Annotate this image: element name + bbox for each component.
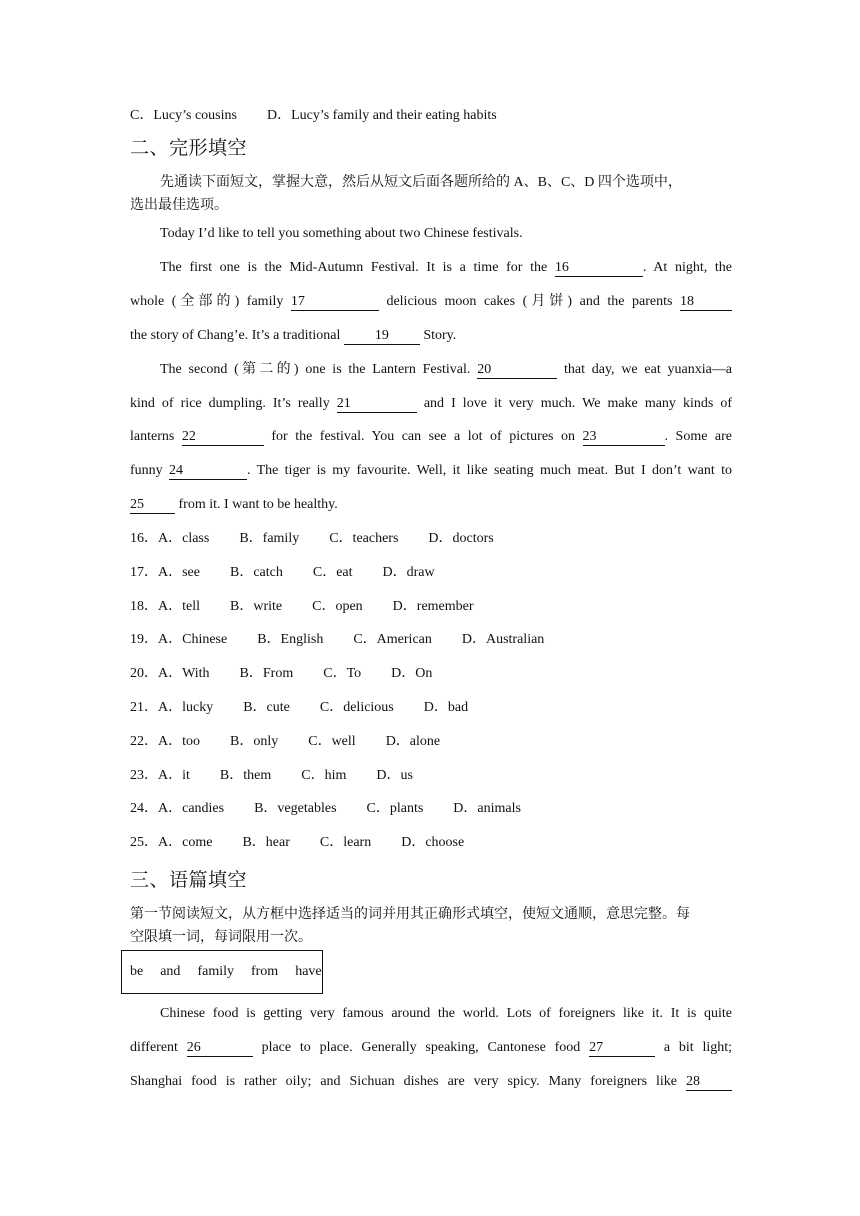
option-b[interactable]: B．family bbox=[239, 531, 300, 546]
option-b[interactable]: B．cute bbox=[243, 700, 290, 715]
option-b[interactable]: B．only bbox=[230, 733, 279, 749]
option-d[interactable]: D．alone bbox=[385, 733, 441, 749]
question-number: 16． bbox=[130, 531, 158, 546]
paragraph-line: kind of rice dumpling. It’s really 21 and I love it very much. We make many kinds of bbox=[130, 396, 733, 411]
word-bank-item: from bbox=[250, 964, 279, 979]
option-b[interactable]: B．write bbox=[230, 598, 283, 614]
option-b[interactable]: B．hear bbox=[242, 835, 290, 851]
question-row bbox=[130, 800, 521, 818]
option-c[interactable]: C．him bbox=[301, 767, 347, 783]
paragraph-line: Shanghai food is rather oily; and Sichuan dishes are very spicy. Many foreigners like 28 bbox=[130, 1073, 732, 1091]
question-row bbox=[130, 631, 544, 649]
paragraph-line: the story of Chang’e. It’s a traditional 19 Story. bbox=[130, 328, 457, 343]
option-d[interactable]: D．draw bbox=[382, 564, 435, 580]
option-c: C．Lucy’s cousins bbox=[130, 108, 237, 123]
option-b[interactable]: B．English bbox=[257, 632, 324, 648]
option-d[interactable]: D．animals bbox=[453, 801, 521, 817]
option-b[interactable]: B．them bbox=[219, 767, 272, 783]
paragraph-line: whole (全部的) family 17 delicious moon cakes (月饼) and the parents 18 bbox=[130, 293, 732, 311]
word-bank-item: have bbox=[295, 964, 322, 979]
question-number: 21． bbox=[130, 700, 158, 715]
question-number: 20． bbox=[130, 666, 158, 682]
option-d[interactable]: D．On bbox=[391, 666, 433, 682]
option-c[interactable]: C．To bbox=[323, 666, 362, 682]
option-a[interactable]: A．lucky bbox=[158, 700, 214, 715]
option-a[interactable]: A．it bbox=[158, 767, 190, 783]
option-c[interactable]: C．delicious bbox=[319, 700, 394, 715]
paragraph-intro: Today I’d like to tell you something about two Chinese festivals. bbox=[160, 226, 523, 241]
blank-18[interactable]: 18 bbox=[680, 294, 732, 311]
paragraph-line: 25 from it. I want to be healthy. bbox=[130, 497, 338, 512]
option-a[interactable]: A．candies bbox=[158, 801, 225, 817]
option-a[interactable]: A．With bbox=[158, 666, 210, 682]
option-c[interactable]: C．well bbox=[308, 733, 356, 749]
instruction-line-2: 选出最佳选项。 bbox=[130, 198, 228, 213]
question-row bbox=[130, 733, 440, 751]
word-bank-box bbox=[121, 950, 323, 994]
question-row bbox=[130, 834, 464, 852]
paragraph-line: funny 24 . The tiger is my favourite. Well, it like seating much meat. But I don’t want to bbox=[130, 463, 732, 478]
option-b[interactable]: B．From bbox=[239, 666, 294, 682]
option-d[interactable]: D．choose bbox=[401, 835, 465, 851]
blank-19[interactable]: 19 bbox=[344, 328, 420, 345]
instruction-line-2: 空限填一词，每词限用一次。 bbox=[130, 930, 312, 945]
question-number: 23． bbox=[130, 767, 158, 783]
blank-28[interactable]: 28 bbox=[686, 1074, 732, 1091]
paragraph-line: different 26 place to place. Generally speaking, Cantonese food 27 a bit light; bbox=[130, 1040, 733, 1055]
blank-23[interactable]: 23 bbox=[583, 429, 665, 446]
question-row bbox=[130, 564, 435, 582]
option-a[interactable]: A．come bbox=[158, 835, 213, 851]
blank-22[interactable]: 22 bbox=[182, 429, 264, 446]
paragraph-line: lanterns 22 for the festival. You can see a lot of pictures on 23 . Some are bbox=[130, 429, 733, 444]
option-a[interactable]: A．Chinese bbox=[158, 632, 228, 648]
question-row bbox=[130, 699, 468, 717]
question-number: 18． bbox=[130, 598, 158, 614]
option-a[interactable]: A．see bbox=[158, 564, 200, 580]
option-d[interactable]: D．remember bbox=[392, 598, 474, 614]
option-c[interactable]: C．open bbox=[312, 598, 363, 614]
section-heading-passage-fill: 三、语篇填空 bbox=[130, 870, 248, 891]
option-d[interactable]: D．Australian bbox=[461, 632, 545, 648]
option-a[interactable]: A．class bbox=[158, 531, 210, 546]
paragraph-line: The second (第二的) one is the Lantern Festival. 20 that day, we eat yuanxia—a bbox=[160, 362, 733, 377]
paragraph-line: Chinese food is getting very famous around the world. Lots of foreigners like it. It is quite bbox=[160, 1006, 732, 1021]
option-c[interactable]: C．learn bbox=[319, 835, 372, 851]
option-d[interactable]: D．us bbox=[376, 767, 413, 783]
option-d[interactable]: D．doctors bbox=[428, 531, 494, 546]
blank-27[interactable]: 27 bbox=[589, 1040, 655, 1057]
question-number: 24． bbox=[130, 801, 158, 817]
option-c[interactable]: C．plants bbox=[366, 801, 424, 817]
blank-21[interactable]: 21 bbox=[337, 396, 417, 413]
blank-20[interactable]: 20 bbox=[477, 362, 557, 379]
option-a[interactable]: A．too bbox=[158, 733, 200, 749]
paragraph-line: The first one is the Mid-Autumn Festival. It is a time for the 16 . At night, the bbox=[160, 260, 733, 275]
blank-26[interactable]: 26 bbox=[187, 1040, 253, 1057]
question-number: 19． bbox=[130, 632, 158, 648]
blank-24[interactable]: 24 bbox=[169, 463, 247, 480]
prev-question-options bbox=[130, 107, 497, 125]
option-c[interactable]: C．eat bbox=[312, 564, 353, 580]
question-row bbox=[130, 767, 413, 785]
option-d: D．Lucy’s family and their eating habits bbox=[266, 108, 497, 123]
option-d[interactable]: D．bad bbox=[423, 700, 469, 715]
instruction-line-1: 第一节阅读短文，从方框中选择适当的词并用其正确形式填空，使短文通顺，意思完整。每 bbox=[130, 907, 690, 922]
option-c[interactable]: C．American bbox=[353, 632, 432, 648]
question-number: 17． bbox=[130, 564, 158, 580]
option-b[interactable]: B．catch bbox=[230, 564, 283, 580]
blank-16[interactable]: 16 bbox=[555, 260, 643, 277]
question-number: 22． bbox=[130, 733, 158, 749]
blank-17[interactable]: 17 bbox=[291, 294, 379, 311]
question-row bbox=[130, 665, 432, 683]
instruction-line-1: 先通读下面短文，掌握大意，然后从短文后面各题所给的 A、B、C、D 四个选项中， bbox=[160, 175, 682, 190]
word-bank-item: be bbox=[130, 964, 144, 979]
question-row bbox=[130, 530, 494, 548]
option-b[interactable]: B．vegetables bbox=[254, 801, 337, 817]
option-c[interactable]: C．teachers bbox=[329, 531, 399, 546]
question-row bbox=[130, 598, 474, 616]
option-a[interactable]: A．tell bbox=[158, 598, 200, 614]
blank-25[interactable]: 25 bbox=[130, 497, 175, 514]
word-bank-item: and bbox=[160, 964, 181, 979]
section-heading-cloze: 二、完形填空 bbox=[130, 138, 248, 159]
word-bank-item: family bbox=[197, 964, 234, 979]
question-number: 25． bbox=[130, 835, 158, 851]
